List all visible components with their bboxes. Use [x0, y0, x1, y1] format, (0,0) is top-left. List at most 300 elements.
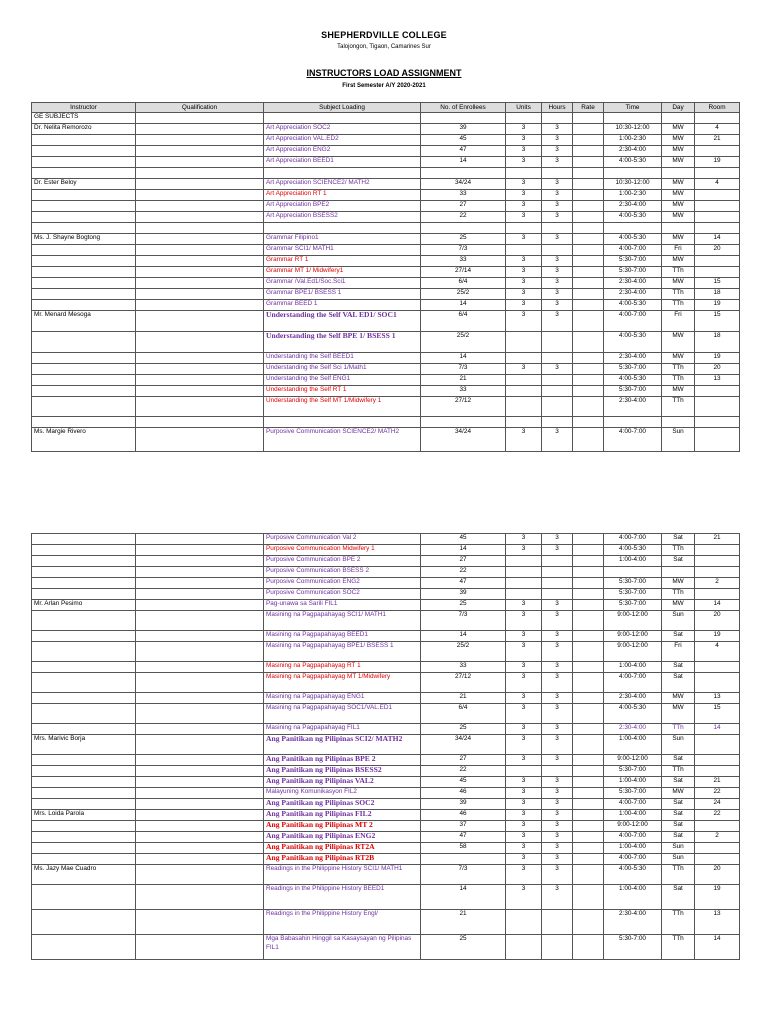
table-row	[32, 735, 740, 755]
instructor-cell	[32, 821, 136, 832]
hours-cell: 3	[542, 777, 573, 788]
instructor-cell	[32, 755, 136, 766]
rate-cell	[573, 278, 604, 289]
instructor-cell	[32, 910, 136, 935]
table-row	[32, 168, 740, 179]
day-cell: Sat	[662, 885, 695, 910]
rate-cell	[573, 124, 604, 135]
rate-cell	[573, 611, 604, 631]
subject-cell: Readings in the Philippine History Engl/	[264, 910, 421, 935]
table-row	[32, 832, 740, 843]
rate-cell	[573, 885, 604, 910]
instructor-cell: Ms. J. Shayne Bogtong	[32, 234, 136, 245]
subject-cell	[264, 168, 421, 179]
subject-cell: Purposive Communication SOC2	[264, 589, 421, 600]
col-room: Room	[695, 103, 740, 113]
units-cell	[506, 168, 542, 179]
rate-cell	[573, 146, 604, 157]
room-cell	[695, 190, 740, 201]
hours-cell: 3	[542, 832, 573, 843]
qualification-cell	[136, 865, 264, 885]
enrollees-cell: 39	[421, 589, 506, 600]
time-cell: 4:00-7:00	[604, 311, 662, 332]
qualification-cell	[136, 885, 264, 910]
hours-cell: 3	[542, 885, 573, 910]
room-cell	[695, 556, 740, 567]
rate-cell	[573, 788, 604, 799]
time-cell: 5:30-7:00	[604, 386, 662, 397]
day-cell: Sat	[662, 799, 695, 810]
enrollees-cell: 22	[421, 766, 506, 777]
day-cell: MW	[662, 135, 695, 146]
day-cell: Sat	[662, 810, 695, 821]
day-cell: Sat	[662, 662, 695, 673]
enrollees-cell: 14	[421, 353, 506, 364]
day-cell: MW	[662, 332, 695, 353]
hours-cell	[542, 375, 573, 386]
hours-cell: 3	[542, 693, 573, 704]
hours-cell: 3	[542, 662, 573, 673]
hours-cell	[542, 935, 573, 960]
subject-cell: Art Appreciation BEED1	[264, 157, 421, 168]
time-cell	[604, 417, 662, 428]
hours-cell: 3	[542, 799, 573, 810]
units-cell	[506, 353, 542, 364]
day-cell	[662, 223, 695, 234]
subject-cell: Grammar BEED 1	[264, 300, 421, 311]
hours-cell: 3	[542, 267, 573, 278]
rate-cell	[573, 642, 604, 662]
day-cell: MW	[662, 704, 695, 724]
qualification-cell	[136, 556, 264, 567]
instructor-cell	[32, 777, 136, 788]
rate-cell	[573, 417, 604, 428]
qualification-cell	[136, 589, 264, 600]
day-cell: TTh	[662, 935, 695, 960]
enrollees-cell: 34/24	[421, 179, 506, 190]
room-cell: 13	[695, 693, 740, 704]
hours-cell	[542, 386, 573, 397]
enrollees-cell: 33	[421, 386, 506, 397]
units-cell: 3	[506, 364, 542, 375]
room-cell: 14	[695, 935, 740, 960]
day-cell: MW	[662, 146, 695, 157]
units-cell: 3	[506, 534, 542, 545]
enrollees-cell: 14	[421, 545, 506, 556]
rate-cell	[573, 168, 604, 179]
room-cell: 15	[695, 278, 740, 289]
room-cell	[695, 168, 740, 179]
subject-cell: Ang Panitikan ng Pilipinas BSESS2	[264, 766, 421, 777]
col-subject-loading: Subject Loading	[264, 103, 421, 113]
time-cell: 4:00-7:00	[604, 854, 662, 865]
hours-cell: 3	[542, 631, 573, 642]
units-cell: 3	[506, 124, 542, 135]
col-hours: Hours	[542, 103, 573, 113]
day-cell	[662, 567, 695, 578]
day-cell: Sat	[662, 832, 695, 843]
hours-cell	[542, 223, 573, 234]
room-cell	[695, 545, 740, 556]
day-cell: Sat	[662, 556, 695, 567]
enrollees-cell	[421, 168, 506, 179]
enrollees-cell	[421, 223, 506, 234]
qualification-cell	[136, 311, 264, 332]
rate-cell	[573, 375, 604, 386]
enrollees-cell: 27/12	[421, 673, 506, 693]
enrollees-cell: 27/12	[421, 397, 506, 417]
units-cell: 3	[506, 777, 542, 788]
instructor-cell	[32, 201, 136, 212]
hours-cell: 3	[542, 135, 573, 146]
instructor-cell	[32, 799, 136, 810]
units-cell: 3	[506, 832, 542, 843]
instructor-cell	[32, 611, 136, 631]
day-cell: Sun	[662, 428, 695, 452]
rate-cell	[573, 810, 604, 821]
rate-cell	[573, 234, 604, 245]
rate-cell	[573, 832, 604, 843]
qualification-cell	[136, 332, 264, 353]
subject-cell: Understanding the Self BPE 1/ BSESS 1	[264, 332, 421, 353]
rate-cell	[573, 157, 604, 168]
enrollees-cell: 45	[421, 777, 506, 788]
time-cell: 4:00-7:00	[604, 428, 662, 452]
table-row	[32, 885, 740, 910]
hours-cell: 3	[542, 600, 573, 611]
hours-cell: 3	[542, 788, 573, 799]
room-cell: 19	[695, 885, 740, 910]
qualification-cell	[136, 300, 264, 311]
enrollees-cell: 14	[421, 157, 506, 168]
enrollees-cell: 25	[421, 234, 506, 245]
day-cell: TTh	[662, 267, 695, 278]
qualification-cell	[136, 788, 264, 799]
time-cell: 2:30-4:00	[604, 289, 662, 300]
subject-cell: Art Appreciation ENG2	[264, 146, 421, 157]
hours-cell: 3	[542, 854, 573, 865]
time-cell: 4:00-5:30	[604, 865, 662, 885]
day-cell: Sun	[662, 843, 695, 854]
day-cell: Sat	[662, 821, 695, 832]
qualification-cell	[136, 223, 264, 234]
table-row	[32, 300, 740, 311]
enrollees-cell	[421, 417, 506, 428]
units-cell: 3	[506, 885, 542, 910]
instructor-cell: Mrs. Loida Parola	[32, 810, 136, 821]
room-cell	[695, 589, 740, 600]
qualification-cell	[136, 777, 264, 788]
units-cell: 3	[506, 821, 542, 832]
rate-cell	[573, 245, 604, 256]
instructor-cell	[32, 135, 136, 146]
day-cell: TTh	[662, 375, 695, 386]
rate-cell	[573, 865, 604, 885]
day-cell: MW	[662, 124, 695, 135]
subject-cell: Ang Panitikan ng Pilipinas FIL2	[264, 810, 421, 821]
instructor-cell	[32, 724, 136, 735]
units-cell: 3	[506, 179, 542, 190]
table-row	[32, 662, 740, 673]
rate-cell	[573, 799, 604, 810]
table-row	[32, 311, 740, 332]
subject-cell: Ang Panitikan ng Pilipinas MT 2	[264, 821, 421, 832]
qualification-cell	[136, 256, 264, 267]
instructor-cell	[32, 935, 136, 960]
hours-cell	[542, 589, 573, 600]
qualification-cell	[136, 157, 264, 168]
rate-cell	[573, 267, 604, 278]
units-cell: 3	[506, 735, 542, 755]
qualification-cell	[136, 267, 264, 278]
table-row	[32, 589, 740, 600]
table-row	[32, 766, 740, 777]
room-cell	[695, 428, 740, 452]
units-cell: 3	[506, 212, 542, 223]
table-row	[32, 417, 740, 428]
day-cell: MW	[662, 353, 695, 364]
enrollees-cell: 21	[421, 693, 506, 704]
room-cell: 4	[695, 179, 740, 190]
instructor-cell	[32, 885, 136, 910]
enrollees-cell: 46	[421, 810, 506, 821]
hours-cell	[542, 910, 573, 935]
enrollees-cell: 25	[421, 600, 506, 611]
room-cell	[695, 567, 740, 578]
hours-cell: 3	[542, 179, 573, 190]
room-cell	[695, 843, 740, 854]
rate-cell	[573, 631, 604, 642]
time-cell: 5:30-7:00	[604, 788, 662, 799]
time-cell: 1:00-4:00	[604, 556, 662, 567]
room-cell: 21	[695, 135, 740, 146]
room-cell: 22	[695, 810, 740, 821]
table-row	[32, 673, 740, 693]
table-row	[32, 364, 740, 375]
table-row	[32, 567, 740, 578]
time-cell: 10:30-12:00	[604, 124, 662, 135]
qualification-cell	[136, 935, 264, 960]
table-row	[32, 534, 740, 545]
qualification-cell	[136, 642, 264, 662]
room-cell	[695, 267, 740, 278]
subject-cell: Grammar MT 1/ Midwifery1	[264, 267, 421, 278]
enrollees-cell: 6/4	[421, 278, 506, 289]
qualification-cell	[136, 693, 264, 704]
table-row	[32, 642, 740, 662]
time-cell: 4:00-7:00	[604, 673, 662, 693]
day-cell: Fri	[662, 245, 695, 256]
enrollees-cell: 47	[421, 578, 506, 589]
subject-cell: Understanding the Self ENG1	[264, 375, 421, 386]
time-cell: 9:00-12:00	[604, 631, 662, 642]
day-cell: MW	[662, 256, 695, 267]
hours-cell: 3	[542, 256, 573, 267]
hours-cell: 3	[542, 611, 573, 631]
units-cell: 3	[506, 865, 542, 885]
enrollees-cell: 7/3	[421, 245, 506, 256]
units-cell: 3	[506, 788, 542, 799]
table-row	[32, 397, 740, 417]
hours-cell: 3	[542, 843, 573, 854]
subject-cell: Ang Panitikan ng Pilipinas SCI2/ MATH2	[264, 735, 421, 755]
subject-cell: Ang Panitikan ng Pilipinas SOC2	[264, 799, 421, 810]
qualification-cell	[136, 201, 264, 212]
enrollees-cell: 39	[421, 124, 506, 135]
qualification-cell	[136, 735, 264, 755]
table-row	[32, 267, 740, 278]
qualification-cell	[136, 234, 264, 245]
qualification-cell	[136, 245, 264, 256]
units-cell	[506, 223, 542, 234]
time-cell: 2:30-4:00	[604, 146, 662, 157]
time-cell: 4:00-7:00	[604, 245, 662, 256]
units-cell: 3	[506, 724, 542, 735]
table-row	[32, 724, 740, 735]
subject-cell: Understanding the Self MT 1/Midwifery 1	[264, 397, 421, 417]
room-cell: 2	[695, 578, 740, 589]
units-cell: 3	[506, 311, 542, 332]
room-cell	[695, 256, 740, 267]
rate-cell	[573, 534, 604, 545]
room-cell	[695, 735, 740, 755]
table-row	[32, 201, 740, 212]
col-day: Day	[662, 103, 695, 113]
room-cell	[695, 673, 740, 693]
room-cell: 13	[695, 910, 740, 935]
hours-cell: 3	[542, 673, 573, 693]
qualification-cell	[136, 386, 264, 397]
units-cell	[506, 556, 542, 567]
hours-cell	[542, 556, 573, 567]
units-cell: 3	[506, 673, 542, 693]
time-cell: 1:00-4:00	[604, 885, 662, 910]
hours-cell: 3	[542, 545, 573, 556]
hours-cell: 3	[542, 157, 573, 168]
qualification-cell	[136, 124, 264, 135]
subject-cell	[264, 417, 421, 428]
units-cell	[506, 386, 542, 397]
time-cell: 5:30-7:00	[604, 600, 662, 611]
table-row	[32, 556, 740, 567]
units-cell: 3	[506, 428, 542, 452]
room-cell	[695, 766, 740, 777]
rate-cell	[573, 135, 604, 146]
qualification-cell	[136, 417, 264, 428]
instructor-cell	[32, 662, 136, 673]
rate-cell	[573, 556, 604, 567]
rate-cell	[573, 353, 604, 364]
semester-label: First Semester A/Y 2020-2021	[342, 83, 426, 89]
units-cell: 3	[506, 642, 542, 662]
enrollees-cell: 27	[421, 556, 506, 567]
units-cell: 3	[506, 843, 542, 854]
instructor-cell	[32, 190, 136, 201]
instructor-cell	[32, 397, 136, 417]
subject-cell: Understanding the Self BEED1	[264, 353, 421, 364]
hours-cell: 3	[542, 289, 573, 300]
qualification-cell	[136, 799, 264, 810]
room-cell	[695, 223, 740, 234]
day-cell: TTh	[662, 865, 695, 885]
day-cell: MW	[662, 212, 695, 223]
time-cell: 4:00-5:30	[604, 300, 662, 311]
subject-cell: Readings in the Philippine History BEED1	[264, 885, 421, 910]
time-cell: 4:00-5:30	[604, 375, 662, 386]
rate-cell	[573, 777, 604, 788]
instructor-cell	[32, 766, 136, 777]
subject-cell: Ang Panitikan ng Pilipinas ENG2	[264, 832, 421, 843]
day-cell: MW	[662, 157, 695, 168]
time-cell: 4:00-5:30	[604, 332, 662, 353]
enrollees-cell: 27	[421, 755, 506, 766]
enrollees-cell: 22	[421, 567, 506, 578]
room-cell: 4	[695, 124, 740, 135]
instructor-cell	[32, 289, 136, 300]
enrollees-cell: 33	[421, 190, 506, 201]
room-cell: 14	[695, 600, 740, 611]
table-row	[32, 234, 740, 245]
subject-cell: Masining na Pagpapahayag BEED1	[264, 631, 421, 642]
table-row	[32, 386, 740, 397]
rate-cell	[573, 289, 604, 300]
room-cell	[695, 662, 740, 673]
hours-cell: 3	[542, 810, 573, 821]
units-cell: 3	[506, 300, 542, 311]
room-cell: 19	[695, 157, 740, 168]
room-cell: 19	[695, 353, 740, 364]
instructor-cell	[32, 256, 136, 267]
instructor-cell	[32, 267, 136, 278]
subject-cell: Purposive Communication BPE 2	[264, 556, 421, 567]
instructor-cell	[32, 364, 136, 375]
rate-cell	[573, 843, 604, 854]
day-cell: Sat	[662, 755, 695, 766]
qualification-cell	[136, 146, 264, 157]
table-row	[32, 755, 740, 766]
units-cell: 3	[506, 267, 542, 278]
rate-cell	[573, 256, 604, 267]
time-cell: 5:30-7:00	[604, 935, 662, 960]
hours-cell: 3	[542, 190, 573, 201]
room-cell: 2	[695, 832, 740, 843]
subject-cell: Ang Panitikan ng Pilipinas RT2A	[264, 843, 421, 854]
instructor-cell	[32, 832, 136, 843]
units-cell: 3	[506, 662, 542, 673]
table-row	[32, 212, 740, 223]
qualification-cell	[136, 428, 264, 452]
day-cell: TTh	[662, 545, 695, 556]
qualification-cell	[136, 611, 264, 631]
subject-cell: Pag-unawa sa Sarili FIL1	[264, 600, 421, 611]
rate-cell	[573, 364, 604, 375]
day-cell: TTh	[662, 300, 695, 311]
instructor-cell	[32, 146, 136, 157]
units-cell: 3	[506, 545, 542, 556]
subject-cell: Readings in the Philippine History SCI1/ MATH1	[264, 865, 421, 885]
hours-cell: 3	[542, 234, 573, 245]
hours-cell: 3	[542, 212, 573, 223]
instructor-cell	[32, 642, 136, 662]
hours-cell: 3	[542, 428, 573, 452]
time-cell: 10:30-12:00	[604, 179, 662, 190]
units-cell: 3	[506, 289, 542, 300]
units-cell	[506, 332, 542, 353]
qualification-cell	[136, 179, 264, 190]
subject-cell: Grammar SCI1/ MATH1	[264, 245, 421, 256]
rate-cell	[573, 673, 604, 693]
day-cell: MW	[662, 190, 695, 201]
